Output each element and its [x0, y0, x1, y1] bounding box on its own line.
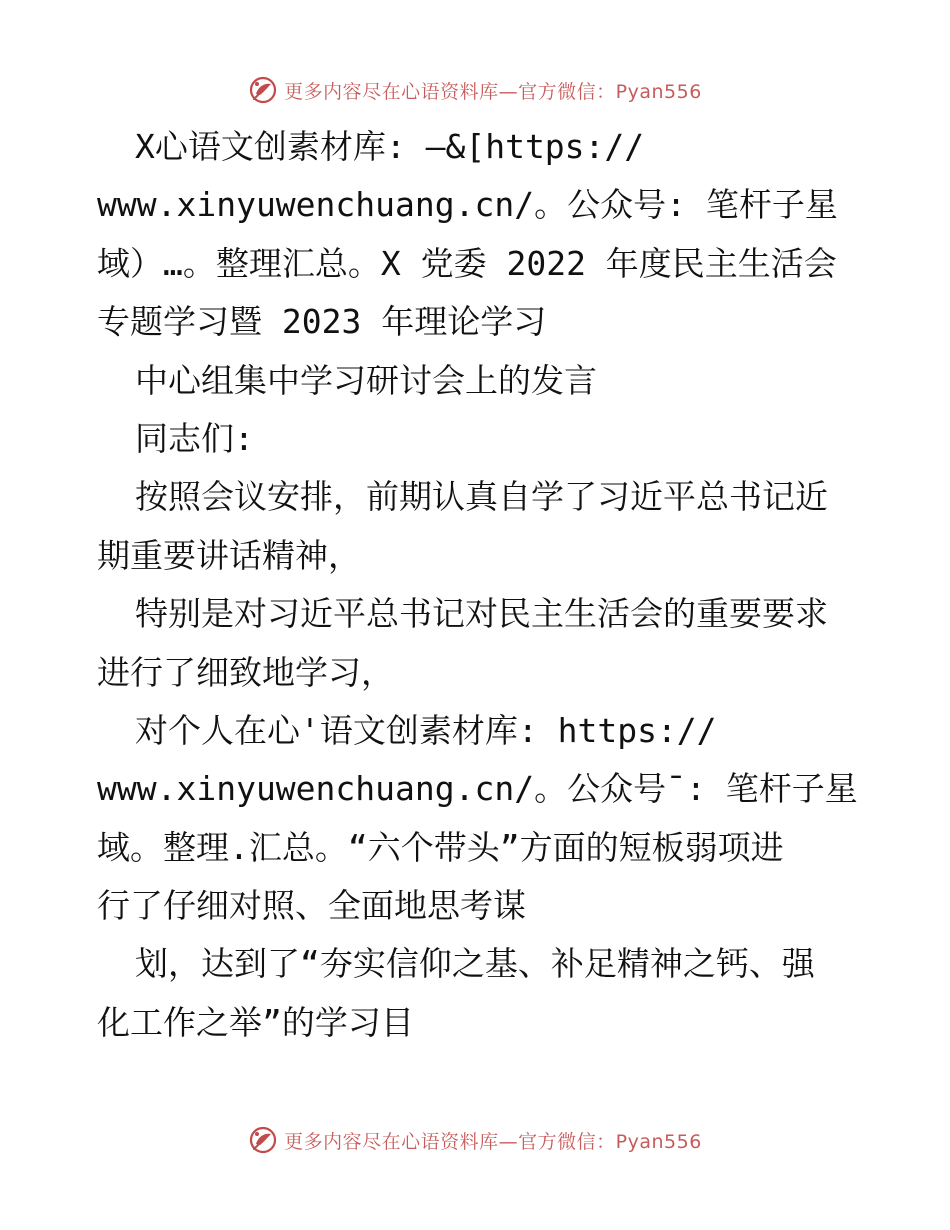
text-line: 划，达到了“夯实信仰之基、补足精神之钙、强: [135, 944, 815, 984]
text-line: www.xinyuwenchuang.cn/。公众号: 笔杆子星: [97, 185, 838, 225]
text-line: 化工作之举”的学习目: [97, 1002, 414, 1042]
text-line: www.xinyuwenchuang.cn/。公众号¯: 笔杆子星: [97, 769, 858, 809]
text-line: 专题学习暨 2023 年理论学习: [97, 302, 547, 342]
document-body: [97, 118, 867, 1052]
document-logo-icon: [248, 75, 278, 105]
text-line: 域）…。整理汇总。X 党委 2022 年度民主生活会: [97, 243, 837, 283]
watermark-text: 更多内容尽在心语资料库—官方微信：Pyan556: [284, 80, 702, 103]
text-line: X心语文创素材库: —&[https://: [135, 127, 645, 166]
text-line: 域。整理.汇总。“六个带头”方面的短板弱项进: [97, 827, 784, 867]
text-line: 行了仔细对照、全面地思考谋: [97, 886, 526, 926]
document-logo-icon: [248, 1125, 278, 1155]
text-line: 按照会议安排，前期认真自学了习近平总书记近: [135, 477, 828, 517]
footer-watermark: [0, 1120, 950, 1160]
watermark-text: 更多内容尽在心语资料库—官方微信：Pyan556: [284, 1130, 702, 1153]
text-line: 对个人在心'语文创素材库: https://: [135, 710, 717, 750]
text-line: 进行了细致地学习，: [97, 652, 394, 692]
text-line: 特别是对习近平总书记对民主生活会的重要要求: [135, 594, 828, 634]
text-line: 中心组集中学习研讨会上的发言: [135, 360, 597, 400]
text-line: 期重要讲话精神，: [97, 535, 361, 575]
header-watermark: [0, 70, 950, 110]
text-line: 同志们:: [135, 418, 254, 458]
